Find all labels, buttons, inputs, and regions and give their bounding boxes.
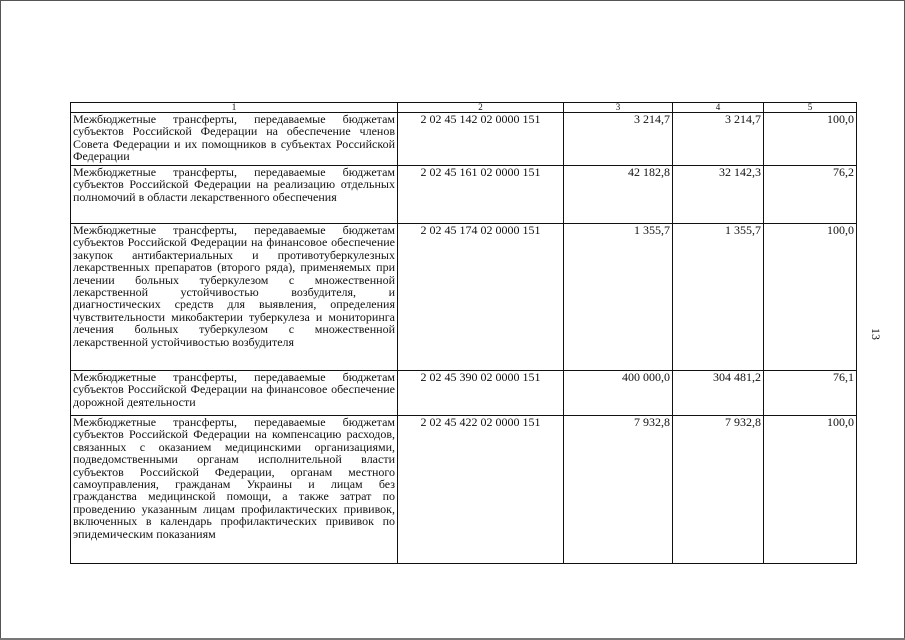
column-header-1: 1 <box>71 103 398 113</box>
column-4-value: 304 481,2 <box>673 371 764 416</box>
column-3-value: 1 355,7 <box>564 224 673 371</box>
column-4-value: 3 214,7 <box>673 113 764 166</box>
budget-classification-code: 2 02 45 161 02 0000 151 <box>398 166 564 224</box>
transfer-description: Межбюджетные трансферты, передаваемые бюджетам субъектов Российской Федерации на финансовое обеспечение закупок антибактериальных и противотуберкулезных лекарственных препаратов (второго ряда), применяемых при лечении больных туберкулезом с множественной лекарственной устойчивостью возбудителя, и диагностических средств для выявления, определения чувствительности микобактерии туберкулеза и мониторинга лечения больных туберкулезом с множественной лекарственной устойчивостью возбудителя <box>71 224 398 371</box>
column-header-3: 3 <box>564 103 673 113</box>
column-4-value: 1 355,7 <box>673 224 764 371</box>
transfer-description: Межбюджетные трансферты, передаваемые бюджетам субъектов Российской Федерации на реализацию отдельных полномочий в области лекарственного обеспечения <box>71 166 398 224</box>
column-header-2: 2 <box>398 103 564 113</box>
column-3-value: 400 000,0 <box>564 371 673 416</box>
transfer-description: Межбюджетные трансферты, передаваемые бюджетам субъектов Российской Федерации на компенсацию расходов, связанных с оказанием медицинскими организациями, подведомственными органам исполнительной власти субъектов Российской Федерации, органам местного самоуправления, гражданам Украины и лицам без гражданства медицинской помощи, а также затрат по проведению указанным лицам профилактических прививок, включенных в календарь профилактических прививок по эпидемическим показаниям <box>71 416 398 564</box>
table-row <box>71 113 857 166</box>
column-5-value: 76,1 <box>764 371 857 416</box>
transfer-description: Межбюджетные трансферты, передаваемые бюджетам субъектов Российской Федерации на финансовое обеспечение дорожной деятельности <box>71 371 398 416</box>
column-5-value: 100,0 <box>764 416 857 564</box>
column-4-value: 7 932,8 <box>673 416 764 564</box>
column-3-value: 7 932,8 <box>564 416 673 564</box>
page-number: 13 <box>869 328 883 340</box>
budget-classification-code: 2 02 45 174 02 0000 151 <box>398 224 564 371</box>
column-5-value: 100,0 <box>764 113 857 166</box>
table-row <box>71 371 857 416</box>
column-4-value: 32 142,3 <box>673 166 764 224</box>
column-number-header-row <box>71 103 857 113</box>
transfer-description: Межбюджетные трансферты, передаваемые бюджетам субъектов Российской Федерации на обеспечение членов Совета Федерации и их помощников в субъектах Российской Федерации <box>71 113 398 166</box>
column-5-value: 100,0 <box>764 224 857 371</box>
budget-transfers-table <box>70 102 857 564</box>
table-row <box>71 224 857 371</box>
table-row <box>71 166 857 224</box>
column-header-4: 4 <box>673 103 764 113</box>
table-row <box>71 416 857 564</box>
column-header-5: 5 <box>764 103 857 113</box>
budget-classification-code: 2 02 45 390 02 0000 151 <box>398 371 564 416</box>
column-3-value: 3 214,7 <box>564 113 673 166</box>
column-5-value: 76,2 <box>764 166 857 224</box>
budget-classification-code: 2 02 45 142 02 0000 151 <box>398 113 564 166</box>
budget-classification-code: 2 02 45 422 02 0000 151 <box>398 416 564 564</box>
column-3-value: 42 182,8 <box>564 166 673 224</box>
